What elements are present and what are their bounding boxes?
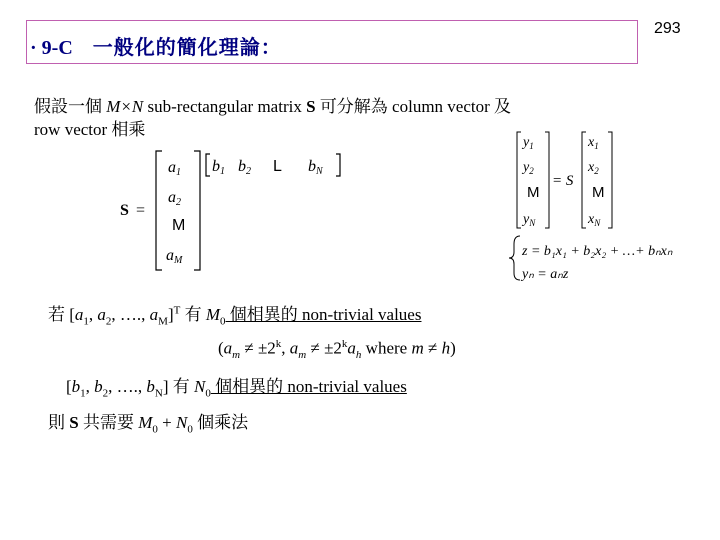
intro-text-b: sub-rectangular matrix [143,97,307,116]
system-brace [509,236,520,280]
title-text: 一般化的簡化理論： [92,37,282,59]
x-entry-1: $x_1$ [588,135,599,151]
condition-b-text: 個相異的 non-trivial values [210,377,407,396]
condition-a-line: 若 [$a_1$, $a_2$, …., $a_M]^T$ 有 $M_0$ 個相異的 non-trivial values [48,304,422,328]
col-bracket-right [194,151,200,270]
intro-text-c: 可分解為 column vector 及 [315,97,512,116]
title-section-number: 9-C [41,37,73,59]
x-entry-N: $x_N$ [588,212,601,228]
x-vdots: M [592,184,605,201]
intro-matrix-S: S [306,97,316,116]
row-entry-b2: b2 [238,158,251,177]
x-entry-2: $x_2$ [588,160,599,176]
row-hdots: L [273,158,282,175]
title-bullet: · [30,37,37,59]
condition-a-text: 個相異的 non-trivial values [225,305,422,324]
col-entry-a2: a2 [168,189,181,208]
col-vdots: M [172,217,186,234]
intro-dims: M×N [106,97,144,116]
system-line-1: z = b₁x₁ + b₂x₂ + …+ bₙxₙ [522,244,673,259]
condition-b-line: [$b_1$, $b_2$, …., $b_N$] 有 $N_0$ 個相異的 non-trivial values [66,377,407,400]
row-entry-b1: b1 [212,158,225,177]
row-bracket-left [206,154,210,176]
system-line-2: yₙ = aₙz [522,267,569,282]
y-entry-1: $y_1$ [523,135,534,151]
row-entry-bN: bN [308,158,323,177]
y-vdots: M [527,184,540,201]
matrix-equation [110,148,360,273]
col-entry-aM: aM [166,247,183,266]
y-entry-2: $y_2$ [523,160,534,176]
eq-S-label: S [120,202,129,219]
eq-equals: = [136,202,146,219]
intro-text-a: 假設一個 [34,97,107,116]
col-entry-a1: a1 [168,159,181,178]
condition-paren: ($a_m \ne \pm 2^k$, $a_m \ne \pm 2^ka_h$ where m ≠ h) [218,338,456,362]
intro-line-1 [34,92,511,117]
y-entry-N: $y_N$ [523,212,536,228]
eq-mid-S: = S [552,173,574,189]
intro-line-2: row vector 相乘 [34,120,146,139]
row-bracket-right [336,154,340,176]
page-number: 293 [654,20,681,37]
col-bracket-left [156,151,162,270]
conclusion-line: 則 S 共需要 $M_0 + N_0$ 個乘法 [48,413,249,436]
right-equation [500,128,710,288]
section-title [30,31,282,60]
